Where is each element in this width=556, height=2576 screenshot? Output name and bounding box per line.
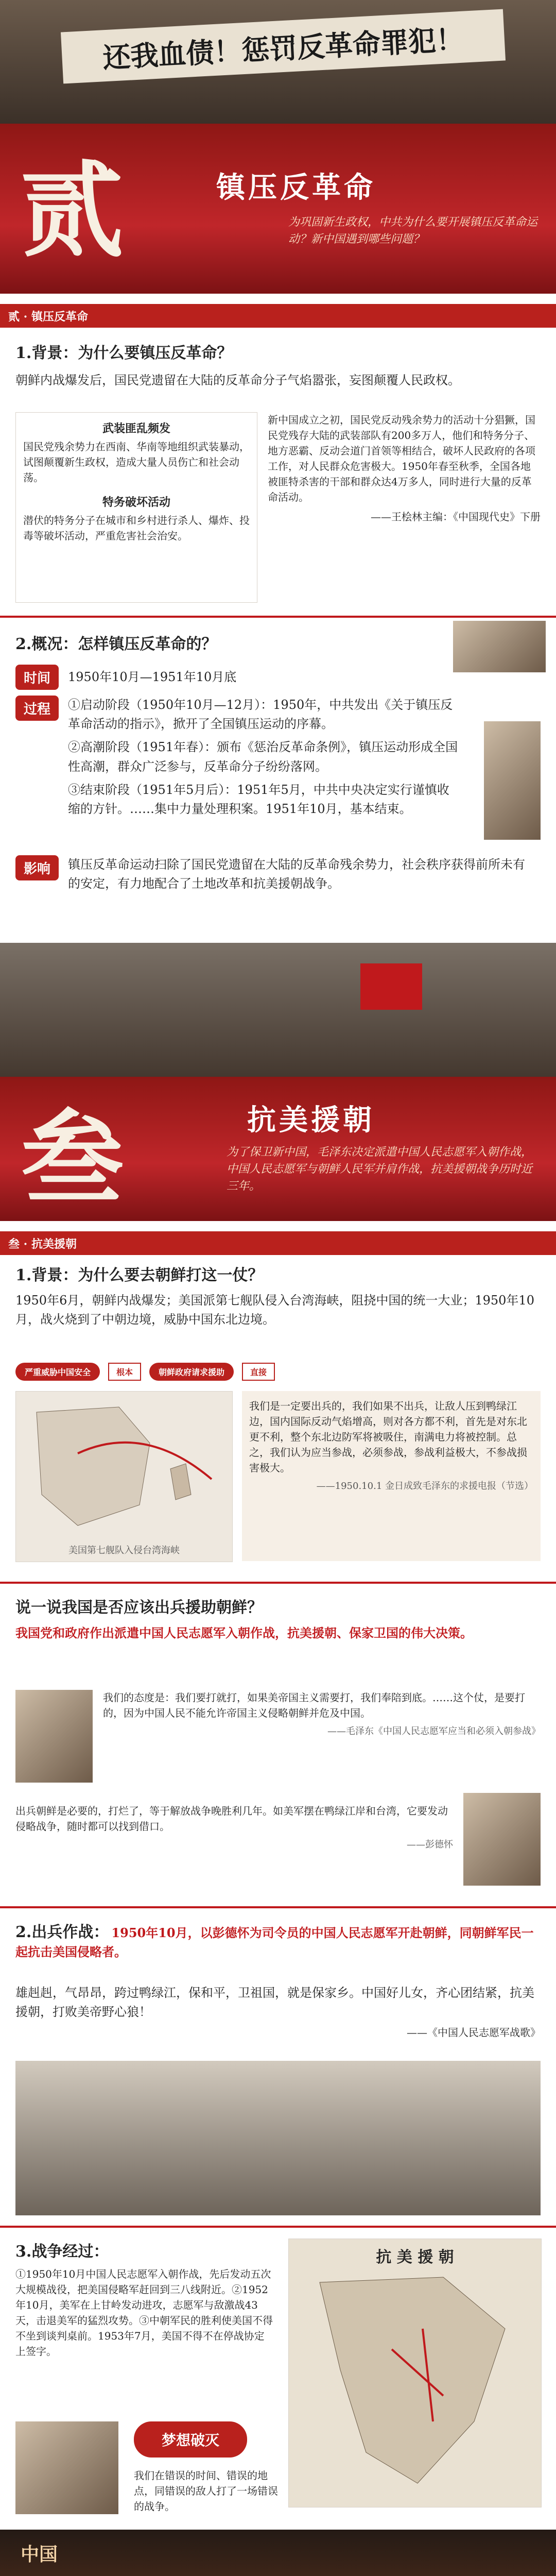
s3-peng-portrait (463, 1793, 541, 1886)
s3-korea-tag: 朝鲜政府请求援助 (149, 1363, 234, 1381)
s3-q2-text: 1950年10月，以彭德怀为司令员的中国人民志愿军开赴朝鲜，同朝鲜军民一起抗击美国侵略者。 (15, 1925, 534, 1960)
s3-macarthur-photo (15, 2421, 118, 2514)
s3-song: 雄赳赳，气昂昂，跨过鸭绿江，保和平，卫祖国，就是保家乡。中国好儿女，齐心团结紧，抗美援朝，打败美帝野心狼！ (15, 1986, 534, 2020)
s3-mao-source: ——1950.10.1 金日成致毛泽东的求援电报（节选） (316, 1481, 533, 1492)
s3-river-photo (15, 2061, 541, 2215)
s3-dream-quote-box (134, 2468, 278, 2514)
s3-q3 (15, 2239, 273, 2359)
s3-map-caption: 美国第七舰队入侵台湾海峡 (68, 1545, 180, 1556)
s3-discuss-source1: ——毛泽东《中国人民志愿军应当和必须入朝参战》 (327, 1726, 541, 1737)
section2-bar-label: 贰 · 镇压反革命 (8, 310, 88, 324)
s2-time-row (15, 665, 541, 690)
s2-process-label: 过程 (15, 696, 59, 721)
section2-subtitle: 为巩固新生政权，中共为什么要开展镇压反革命运动？新中国遇到哪些问题？ (288, 216, 538, 246)
s3-q1-title: 1.背景：为什么要去朝鲜打这一仗？ (15, 1266, 264, 1284)
s2-left-text2: 潜伏的特务分子在城市和乡村进行杀人、爆炸、投毒等破坏活动，严重危害社会治安。 (23, 514, 250, 542)
section2-bar (0, 304, 556, 328)
s2-impact-label: 影响 (15, 855, 59, 880)
s3-mao-portrait (15, 1690, 93, 1783)
s3-discuss-quote1-box (103, 1690, 541, 1737)
s2-q1-title: 1.背景：为什么要镇压反革命？ (15, 344, 233, 362)
s3-film-still (0, 2530, 556, 2576)
s3-divider-1 (0, 1582, 556, 1584)
s3-root-tag: 根本 (108, 1363, 141, 1381)
s3-q2-title: 2.出兵作战： (15, 1923, 109, 1941)
s3-q3-title: 3.战争经过： (15, 2243, 109, 2261)
s3-hero-band (0, 1077, 556, 1221)
s3-number: 叁 (21, 1098, 124, 1219)
s3-dream-badge (134, 2421, 247, 2458)
s3-bar-label: 叁 · 抗美援朝 (8, 1237, 77, 1251)
s2-left-title2: 特务破坏活动 (102, 496, 170, 509)
s3-subtitle: 为了保卫新中国，毛泽东决定派遣中国人民志愿军入朝作战，中国人民志愿军与朝鲜人民军并肩作战，抗美援朝战争历时近三年。 (227, 1146, 533, 1193)
s3-war-map-title: 抗 美 援 朝 (376, 2248, 454, 2266)
s3-discuss-quote1: 我们的态度是：我们要打就打，如果美帝国主义需要打，我们奉陪到底。……这个仗，是要打的，因为中国人民不能允许帝国主义侵略朝鲜并危及中国。 (103, 1691, 525, 1719)
s2-left-box (15, 412, 257, 603)
s3-divider-3 (0, 2226, 556, 2228)
s3-q2 (15, 1919, 541, 1961)
s3-threat-tag: 严重威胁中国安全 (15, 1363, 100, 1381)
s3-mao-quote-box (242, 1391, 541, 1561)
hero-photo-protest (0, 0, 556, 124)
s2-process-list (68, 696, 459, 819)
s2-right-quote-source: ——王桧林主编：《中国现代史》下册 (371, 511, 541, 523)
s3-bar (0, 1231, 556, 1255)
s3-song-source: ——《中国人民志愿军战歌》 (407, 2026, 541, 2039)
s2-right-quote (268, 412, 541, 603)
s3-divider-2 (0, 1906, 556, 1908)
s2-impact-row (15, 855, 541, 893)
s2-time-value: 1950年10月—1951年10月底 (68, 669, 237, 684)
s3-map-svg (16, 1392, 232, 1541)
section2-hero-band (0, 124, 556, 294)
s3-discuss-quote2: 出兵朝鲜是必要的，打烂了，等于解放战争晚胜利几年。如美军摆在鸭绿江岸和台湾，它要发动侵略战争，随时都可以找到借口。 (15, 1805, 448, 1833)
s2-q1-text-body: 朝鲜内战爆发后，国民党遗留在大陆的反革命分子气焰嚣张，妄图颠覆人民政权。 (15, 373, 460, 387)
s2-monument-photo (484, 721, 541, 840)
s3-discuss-text: 我国党和政府作出派遣中国人民志愿军入朝作战，抗美援朝、保家卫国的伟大决策。 (15, 1625, 473, 1640)
section2-number: 贰 (21, 150, 124, 272)
s2-q1 (15, 340, 541, 390)
s3-flag (360, 963, 422, 1010)
s2-process-item: ③结束阶段（1951年5月后）：1951年5月，中共中央决定实行谨慎收缩的方针。……集中力量处理积案。1951年10月，基本结束。 (68, 782, 449, 816)
s2-impact-text: 镇压反革命运动扫除了国民党遗留在大陆的反革命残余势力，社会秩序获得前所未有的安定，有力地配合了土地改革和抗美援朝战争。 (68, 857, 526, 891)
s3-map-taiwan (15, 1391, 233, 1562)
s3-film-logo: 中国 (21, 2544, 58, 2565)
s3-war-map (288, 2239, 542, 2507)
s3-q1 (15, 1262, 541, 1329)
s3-tags-row (15, 1363, 541, 1381)
s2-q1-text (15, 371, 541, 390)
s2-right-quote-text: 新中国成立之初，国民党反动残余势力的活动十分猖獗，国民党残存大陆的武装部队有200多万人，他们和特务分子、地方恶霸、反动会道门首领等相结合，破坏人民政府的各项工作，对人民群众危害极大。1950年春至秋季，全国各地被匪特杀害的干部和群众达4万多人，同时进行大量的反革命活动。 (268, 414, 535, 503)
s2-left-text1: 国民党残余势力在西南、华南等地组织武装暴动，试图颠覆新生政权，造成大量人员伤亡和社会动荡。 (23, 440, 250, 484)
s3-mao-quote: 我们是一定要出兵的，我们如果不出兵，让敌人压到鸭绿江边，国内国际反动气焰增高，则对各方都不利，首先是对东北更不利，整个东北边防军将被吸住，南满电力将被控制。总之，我们认为应当参战，必须参战，参战利益极大，不参战损害极大。 (249, 1400, 527, 1474)
s3-process-text: ①1950年10月中国人民志愿军入朝作战，先后发动五次大规模战役，把美国侵略军赶回到三八线附近。②1952年10月，美军在上甘岭发动进攻，志愿军与敌激战43天，击退美军的猛烈攻势。③中朝军民的胜利使美国不得不坐到谈判桌前。1953年7月，美国不得不在停战协定上签字。 (15, 2268, 273, 2358)
s2-divider (0, 616, 556, 618)
s3-title: 抗美援朝 (247, 1103, 375, 1137)
s2-q2-title: 2.概况：怎样镇压反革命的？ (15, 635, 217, 653)
s2-process-row (15, 696, 541, 819)
hero-slogan: 还我血债！惩罚反革命罪犯！ (101, 22, 465, 74)
hero-slogan-banner (61, 9, 506, 84)
s3-war-map-svg (289, 2267, 541, 2504)
s2-process-item: ①启动阶段（1950年10月—12月）：1950年，中共发出《关于镇压反革命活动的指示》，掀开了全国镇压运动的序幕。 (68, 698, 453, 732)
section2-title: 镇压反革命 (216, 171, 376, 205)
s3-dream-quote: 我们在错误的时间、错误的地点，同错误的敌人打了一场错误的战争。 (134, 2469, 278, 2513)
s3-discuss-quote2-box (15, 1803, 453, 1851)
s3-discuss (15, 1595, 541, 1642)
s3-q1-text: 1950年6月，朝鲜内战爆发；美国派第七舰队侵入台湾海峡，阻挠中国的统一大业；1950年10月，战火烧到了中朝边境，威胁中国东北边境。 (15, 1293, 534, 1327)
s2-time-label: 时间 (15, 665, 59, 690)
s3-direct-tag: 直接 (242, 1363, 275, 1381)
s3-discuss-title: 说一说我国是否应该出兵援助朝鲜？ (15, 1599, 263, 1617)
s3-discuss-source2: ——彭德怀 (407, 1839, 453, 1850)
s2-process-item: ②高潮阶段（1951年春）：颁布《惩治反革命条例》，镇压运动形成全国性高潮，群众广泛参与，反革命分子纷纷落网。 (68, 740, 458, 774)
s2-left-title1: 武装匪乱频发 (102, 422, 170, 435)
s3-dream-label: 梦想破灭 (161, 2432, 219, 2449)
s3-song-box (15, 1984, 541, 2040)
s3-hero-photo (0, 943, 556, 1077)
